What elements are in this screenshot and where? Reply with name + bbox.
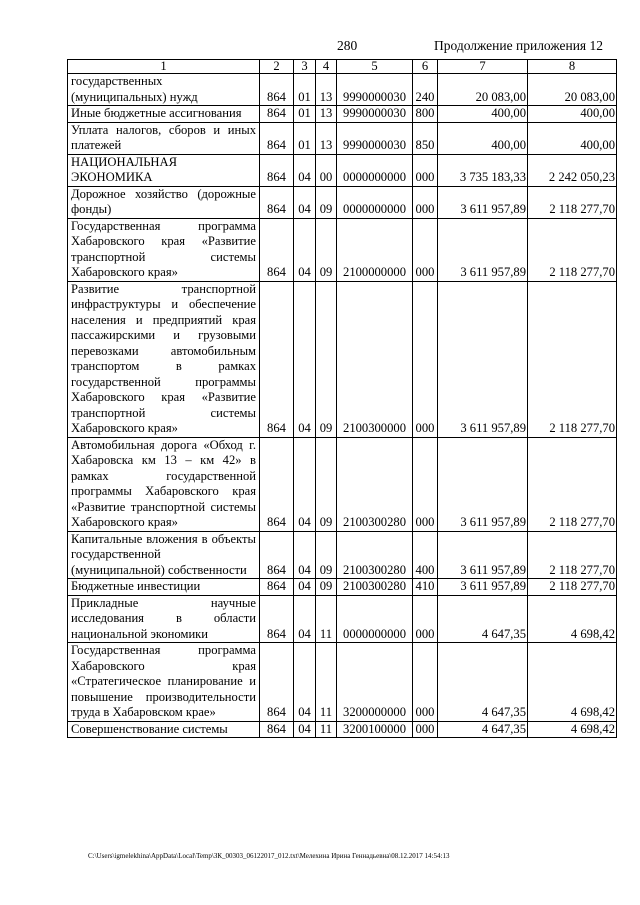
continuation-title: Продолжение приложения 12 [434, 38, 604, 53]
amount-year2-cell: 2 118 277,70 [528, 281, 617, 437]
row-name-cell: Совершенствование системы [68, 721, 260, 738]
target-article-cell: 2100300280 [337, 579, 413, 596]
table-row [68, 579, 617, 596]
admin-code-cell: 864 [260, 721, 294, 738]
row-name-cell: Бюджетные инвестиции [68, 579, 260, 596]
column-header: 7 [438, 60, 528, 74]
subsection-cell: 09 [316, 281, 337, 437]
section-cell: 04 [294, 281, 316, 437]
target-article-cell: 0000000000 [337, 595, 413, 643]
table-row [68, 281, 617, 437]
row-name-cell: государственных (муниципальных) нужд [68, 74, 260, 106]
amount-year1-cell: 400,00 [438, 106, 528, 123]
expense-type-cell: 400 [413, 531, 438, 579]
amount-year2-cell: 2 118 277,70 [528, 218, 617, 281]
section-cell: 01 [294, 74, 316, 106]
subsection-cell: 13 [316, 74, 337, 106]
table-row [68, 437, 617, 531]
amount-year2-cell: 2 118 277,70 [528, 437, 617, 531]
subsection-cell: 11 [316, 643, 337, 722]
amount-year2-cell: 400,00 [528, 106, 617, 123]
amount-year2-cell: 400,00 [528, 122, 617, 154]
expense-type-cell: 000 [413, 721, 438, 738]
admin-code-cell: 864 [260, 531, 294, 579]
row-name-cell: Государственная программа Хабаровского края «Стратегическое планирование и повышение производительности труда в Хабаровском крае» [68, 643, 260, 722]
table-row [68, 218, 617, 281]
expense-type-cell: 000 [413, 595, 438, 643]
expense-type-cell: 800 [413, 106, 438, 123]
section-cell: 04 [294, 154, 316, 186]
amount-year1-cell: 3 735 183,33 [438, 154, 528, 186]
target-article-cell: 0000000000 [337, 154, 413, 186]
admin-code-cell: 864 [260, 106, 294, 123]
amount-year1-cell: 4 647,35 [438, 643, 528, 722]
admin-code-cell: 864 [260, 74, 294, 106]
target-article-cell: 9990000030 [337, 106, 413, 123]
admin-code-cell: 864 [260, 122, 294, 154]
target-article-cell: 2100000000 [337, 218, 413, 281]
subsection-cell: 09 [316, 437, 337, 531]
table-row [68, 721, 617, 738]
subsection-cell: 09 [316, 186, 337, 218]
admin-code-cell: 864 [260, 218, 294, 281]
amount-year2-cell: 4 698,42 [528, 721, 617, 738]
admin-code-cell: 864 [260, 154, 294, 186]
section-cell: 04 [294, 721, 316, 738]
expense-type-cell: 000 [413, 643, 438, 722]
row-name-cell: НАЦИОНАЛЬНАЯ ЭКОНОМИКА [68, 154, 260, 186]
subsection-cell: 09 [316, 579, 337, 596]
amount-year1-cell: 4 647,35 [438, 595, 528, 643]
amount-year2-cell: 4 698,42 [528, 643, 617, 722]
target-article-cell: 3200000000 [337, 643, 413, 722]
target-article-cell: 2100300000 [337, 281, 413, 437]
column-header: 2 [260, 60, 294, 74]
row-name-cell: Уплата налогов, сборов и иных платежей [68, 122, 260, 154]
amount-year2-cell: 4 698,42 [528, 595, 617, 643]
amount-year2-cell: 2 118 277,70 [528, 186, 617, 218]
expense-type-cell: 000 [413, 437, 438, 531]
row-name-cell: Иные бюджетные ассигнования [68, 106, 260, 123]
row-name-cell: Дорожное хозяйство (дорожные фонды) [68, 186, 260, 218]
subsection-cell: 00 [316, 154, 337, 186]
amount-year2-cell: 2 118 277,70 [528, 579, 617, 596]
table-row [68, 186, 617, 218]
expense-type-cell: 850 [413, 122, 438, 154]
expense-type-cell: 000 [413, 281, 438, 437]
target-article-cell: 0000000000 [337, 186, 413, 218]
subsection-cell: 13 [316, 122, 337, 154]
amount-year1-cell: 3 611 957,89 [438, 437, 528, 531]
page-number: 280 [337, 38, 358, 53]
amount-year1-cell: 3 611 957,89 [438, 579, 528, 596]
admin-code-cell: 864 [260, 595, 294, 643]
column-header: 5 [337, 60, 413, 74]
admin-code-cell: 864 [260, 643, 294, 722]
amount-year1-cell: 3 611 957,89 [438, 218, 528, 281]
expense-type-cell: 000 [413, 218, 438, 281]
amount-year1-cell: 400,00 [438, 122, 528, 154]
target-article-cell: 2100300280 [337, 531, 413, 579]
amount-year1-cell: 4 647,35 [438, 721, 528, 738]
subsection-cell: 11 [316, 721, 337, 738]
admin-code-cell: 864 [260, 437, 294, 531]
target-article-cell: 9990000030 [337, 74, 413, 106]
file-path-footer: C:\Users\igmelekhina\AppData\Local\Temp\ЗК_00303_06122017_012.txt\Мелехина Ирина Геннадьевна\08.12.2017 14:54:13 [88, 852, 450, 860]
section-cell: 04 [294, 595, 316, 643]
section-cell: 04 [294, 186, 316, 218]
expense-type-cell: 410 [413, 579, 438, 596]
column-header-row [68, 60, 617, 74]
table-row [68, 154, 617, 186]
amount-year2-cell: 2 242 050,23 [528, 154, 617, 186]
subsection-cell: 09 [316, 218, 337, 281]
amount-year1-cell: 3 611 957,89 [438, 531, 528, 579]
row-name-cell: Государственная программа Хабаровского края «Развитие транспортной системы Хабаровского края» [68, 218, 260, 281]
amount-year1-cell: 3 611 957,89 [438, 186, 528, 218]
row-name-cell: Прикладные научные исследования в области национальной экономики [68, 595, 260, 643]
subsection-cell: 13 [316, 106, 337, 123]
subsection-cell: 09 [316, 531, 337, 579]
target-article-cell: 2100300280 [337, 437, 413, 531]
admin-code-cell: 864 [260, 579, 294, 596]
table-row [68, 74, 617, 106]
section-cell: 04 [294, 437, 316, 531]
subsection-cell: 11 [316, 595, 337, 643]
section-cell: 01 [294, 122, 316, 154]
section-cell: 04 [294, 643, 316, 722]
table-row [68, 531, 617, 579]
budget-table [67, 59, 617, 738]
section-cell: 01 [294, 106, 316, 123]
amount-year2-cell: 2 118 277,70 [528, 531, 617, 579]
section-cell: 04 [294, 531, 316, 579]
row-name-cell: Капитальные вложения в объекты государственной (муниципальной) собственности [68, 531, 260, 579]
target-article-cell: 3200100000 [337, 721, 413, 738]
target-article-cell: 9990000030 [337, 122, 413, 154]
row-name-cell: Развитие транспортной инфраструктуры и обеспечение населения и предприятий края пассажирскими и грузовыми перевозками автомобильным транспортом в рамках государственной программы Хабаровского края «Развитие транспортной системы Хабаровского края» [68, 281, 260, 437]
column-header: 1 [68, 60, 260, 74]
amount-year2-cell: 20 083,00 [528, 74, 617, 106]
admin-code-cell: 864 [260, 281, 294, 437]
section-cell: 04 [294, 579, 316, 596]
expense-type-cell: 000 [413, 154, 438, 186]
table-row [68, 106, 617, 123]
column-header: 3 [294, 60, 316, 74]
table-row [68, 643, 617, 722]
table-row [68, 122, 617, 154]
row-name-cell: Автомобильная дорога «Обход г. Хабаровска км 13 – км 42» в рамках государственной программы Хабаровского края «Развитие транспортной системы Хабаровского края» [68, 437, 260, 531]
section-cell: 04 [294, 218, 316, 281]
amount-year1-cell: 20 083,00 [438, 74, 528, 106]
expense-type-cell: 000 [413, 186, 438, 218]
column-header: 6 [413, 60, 438, 74]
column-header: 4 [316, 60, 337, 74]
admin-code-cell: 864 [260, 186, 294, 218]
table-row [68, 595, 617, 643]
expense-type-cell: 240 [413, 74, 438, 106]
column-header: 8 [528, 60, 617, 74]
amount-year1-cell: 3 611 957,89 [438, 281, 528, 437]
